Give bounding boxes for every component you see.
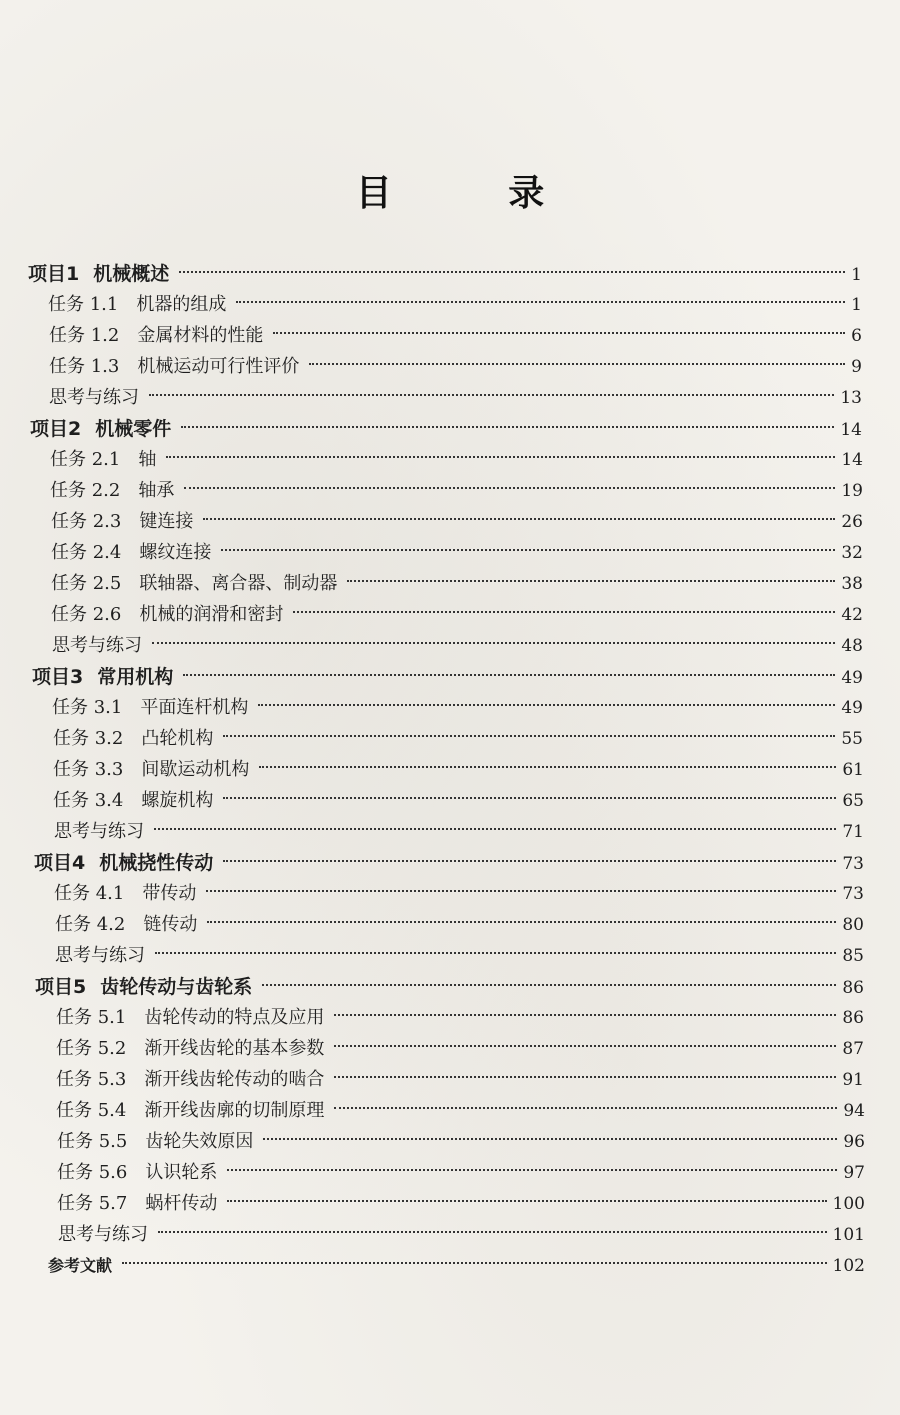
toc-entry-title: 键连接: [139, 511, 194, 532]
toc-entry-number: 任务 1.2: [49, 325, 120, 346]
toc-references-row: [48, 1251, 865, 1281]
toc-project-row: [34, 848, 864, 878]
dot-leader: [263, 1138, 837, 1140]
toc-entry-number: 任务 3.2: [53, 728, 124, 749]
toc-entry-number: 项目1: [28, 263, 80, 285]
dot-leader: [206, 890, 836, 892]
toc-entry-number: 任务 5.4: [56, 1100, 127, 1121]
toc-entry-number: 项目3: [32, 666, 84, 688]
toc-entry-title: 齿轮失效原因: [145, 1131, 254, 1152]
toc-entry-row: [57, 1127, 865, 1157]
toc-entry-row: [51, 569, 863, 599]
toc-page-number: 1: [851, 295, 862, 315]
toc-entry-title: 思考与练习: [54, 821, 144, 842]
toc-entry-title: 带传动: [142, 883, 197, 904]
toc-page-number: 97: [843, 1163, 865, 1183]
toc-entry-row: [53, 786, 864, 816]
toc-entry-number: 任务 5.3: [56, 1069, 127, 1090]
toc-entry-row: [49, 321, 862, 351]
toc-page-number: 86: [842, 978, 864, 998]
toc-entry-row: [54, 879, 864, 909]
toc-entry-label: [49, 321, 263, 351]
toc-entry-row: [57, 1158, 865, 1188]
toc-entry-number: 任务 2.5: [51, 573, 122, 594]
toc-entry-title: 蜗杆传动: [145, 1193, 218, 1214]
dot-leader: [334, 1045, 836, 1047]
toc-page-number: 87: [842, 1039, 864, 1059]
toc-page-number: 65: [842, 791, 864, 811]
dot-leader: [259, 766, 836, 768]
table-of-contents: [0, 259, 900, 1299]
dot-leader: [166, 456, 835, 458]
toc-entry-label: [34, 848, 213, 878]
toc-entry-title: 机械概述: [93, 263, 170, 285]
toc-entry-title: 螺纹连接: [139, 542, 212, 563]
toc-entry-title: 机械零件: [95, 418, 172, 440]
dot-leader: [223, 860, 836, 862]
toc-entry-title: 机械挠性传动: [99, 852, 214, 874]
toc-entry-label: [55, 941, 145, 971]
toc-entry-title: 齿轮传动的特点及应用: [144, 1007, 325, 1028]
dot-leader: [262, 984, 836, 986]
toc-page-number: 48: [841, 636, 863, 656]
toc-entry-row: [53, 724, 863, 754]
toc-entry-label: [56, 1065, 324, 1095]
toc-entry-label: [53, 755, 249, 785]
toc-page-number: 73: [842, 854, 864, 874]
dot-leader: [227, 1200, 826, 1202]
dot-leader: [223, 797, 836, 799]
toc-entry-row: [51, 600, 863, 630]
toc-entry-title: 思考与练习: [55, 945, 145, 966]
toc-project-row: [32, 662, 863, 692]
dot-leader: [221, 549, 835, 551]
dot-leader: [227, 1169, 837, 1171]
toc-page-number: 1: [851, 265, 862, 285]
toc-entry-number: 任务 5.6: [57, 1162, 128, 1183]
toc-entry-row: [54, 817, 864, 847]
toc-entry-title: 思考与练习: [52, 635, 142, 656]
toc-entry-label: [54, 817, 144, 847]
toc-entry-label: [54, 879, 196, 909]
toc-entry-title: 常用机构: [97, 666, 174, 688]
toc-entry-number: 项目5: [35, 976, 87, 998]
toc-entry-number: 任务 3.4: [53, 790, 124, 811]
toc-entry-title: 间歇运动机构: [141, 759, 250, 780]
dot-leader: [347, 580, 835, 582]
toc-entry-label: [51, 507, 193, 537]
toc-entry-label: [56, 1096, 324, 1126]
toc-page-number: 73: [842, 884, 864, 904]
toc-entry-number: 任务 2.4: [51, 542, 122, 563]
toc-entry-title: 轴承: [138, 480, 175, 501]
dot-leader: [152, 642, 835, 644]
toc-entry-label: [53, 724, 213, 754]
toc-entry-label: [55, 910, 197, 940]
toc-page-number: 38: [841, 574, 863, 594]
toc-page-number: 26: [841, 512, 863, 532]
toc-entry-number: 任务 4.2: [55, 914, 126, 935]
toc-entry-label: [56, 1003, 324, 1033]
toc-entry-title: 渐开线齿轮的基本参数: [144, 1038, 325, 1059]
toc-entry-row: [52, 693, 863, 723]
toc-entry-number: 任务 5.2: [56, 1038, 127, 1059]
toc-entry-row: [52, 631, 863, 661]
toc-entry-label: [49, 383, 139, 413]
toc-page-number: 14: [841, 450, 863, 470]
toc-entry-row: [49, 383, 862, 413]
dot-leader: [334, 1014, 836, 1016]
toc-page-number: 100: [832, 1194, 865, 1214]
toc-page-number: 49: [841, 698, 863, 718]
toc-entry-label: [35, 972, 252, 1002]
toc-entry-label: [57, 1127, 253, 1157]
dot-leader: [122, 1262, 827, 1264]
toc-entry-row: [55, 910, 864, 940]
toc-entry-title: 凸轮机构: [141, 728, 214, 749]
toc-page-number: 9: [851, 357, 862, 377]
toc-entry-number: 任务 2.2: [50, 480, 121, 501]
toc-entry-label: [52, 631, 142, 661]
toc-entry-title: 渐开线齿轮传动的啮合: [144, 1069, 325, 1090]
toc-entry-title: 齿轮传动与齿轮系: [100, 976, 253, 998]
toc-project-row: [30, 414, 862, 444]
toc-entry-row: [48, 290, 862, 320]
dot-leader: [207, 921, 836, 923]
toc-entry-number: 任务 5.5: [57, 1131, 128, 1152]
toc-entry-label: [50, 445, 156, 475]
dot-leader: [203, 518, 835, 520]
dot-leader: [184, 487, 835, 489]
toc-entry-row: [50, 445, 863, 475]
toc-project-row: [28, 259, 862, 289]
toc-entry-title: 认识轮系: [145, 1162, 218, 1183]
toc-entry-number: 项目2: [30, 418, 82, 440]
dot-leader: [334, 1076, 836, 1078]
toc-entry-number: 任务 2.3: [51, 511, 122, 532]
dot-leader: [154, 828, 836, 830]
toc-entry-title: 链传动: [143, 914, 198, 935]
toc-entry-number: 任务 2.6: [51, 604, 122, 625]
toc-entry-row: [58, 1220, 865, 1250]
toc-page-number: 86: [842, 1008, 864, 1028]
toc-page-number: 49: [841, 668, 863, 688]
toc-page-number: 102: [832, 1256, 865, 1276]
toc-page-number: 61: [842, 760, 864, 780]
toc-page-number: 32: [841, 543, 863, 563]
toc-entry-number: 任务 3.1: [52, 697, 123, 718]
toc-entry-title: 机械运动可行性评价: [137, 356, 300, 377]
dot-leader: [179, 271, 845, 273]
toc-page-number: 6: [851, 326, 862, 346]
toc-entry-title: 螺旋机构: [141, 790, 214, 811]
toc-entry-label: [28, 259, 169, 289]
toc-entry-title: 轴: [138, 449, 157, 470]
toc-entry-number: 任务 5.7: [57, 1193, 128, 1214]
dot-leader: [309, 363, 845, 365]
toc-entry-title: 渐开线齿廓的切制原理: [144, 1100, 325, 1121]
toc-entry-label: [57, 1189, 217, 1219]
toc-entry-label: [48, 1251, 112, 1281]
toc-entry-row: [49, 352, 862, 382]
dot-leader: [293, 611, 835, 613]
toc-entry-title: 平面连杆机构: [140, 697, 249, 718]
toc-entry-label: [58, 1220, 148, 1250]
dot-leader: [223, 735, 835, 737]
toc-entry-title: 参考文献: [48, 1256, 113, 1275]
toc-entry-number: 任务 2.1: [50, 449, 121, 470]
toc-entry-label: [51, 600, 283, 630]
toc-page-number: 96: [843, 1132, 865, 1152]
toc-page-number: 55: [841, 729, 863, 749]
toc-entry-row: [56, 1065, 864, 1095]
toc-entry-row: [57, 1189, 865, 1219]
toc-entry-row: [51, 507, 863, 537]
toc-entry-row: [50, 476, 863, 506]
toc-page-number: 13: [840, 388, 862, 408]
dot-leader: [181, 426, 834, 428]
toc-entry-number: 任务 3.3: [53, 759, 124, 780]
toc-entry-label: [32, 662, 173, 692]
dot-leader: [155, 952, 836, 954]
toc-page-number: 14: [840, 420, 862, 440]
dot-leader: [149, 394, 834, 396]
toc-entry-row: [56, 1034, 864, 1064]
toc-entry-label: [56, 1034, 324, 1064]
toc-entry-row: [53, 755, 864, 785]
dot-leader: [273, 332, 845, 334]
toc-page-number: 91: [842, 1070, 864, 1090]
dot-leader: [183, 674, 835, 676]
toc-page-number: 94: [843, 1101, 865, 1121]
toc-project-row: [35, 972, 864, 1002]
dot-leader: [158, 1231, 827, 1233]
toc-entry-row: [56, 1003, 864, 1033]
toc-entry-number: 任务 1.3: [49, 356, 120, 377]
toc-entry-row: [51, 538, 863, 568]
toc-entry-number: 项目4: [34, 852, 86, 874]
toc-entry-label: [48, 290, 226, 320]
toc-entry-title: 思考与练习: [49, 387, 139, 408]
page-title: 目 录: [355, 173, 597, 214]
toc-page-number: 80: [842, 915, 864, 935]
dot-leader: [258, 704, 835, 706]
toc-page-number: 42: [841, 605, 863, 625]
toc-entry-row: [55, 941, 864, 971]
toc-entry-title: 思考与练习: [58, 1224, 148, 1245]
toc-entry-label: [57, 1158, 217, 1188]
toc-page-number: 19: [841, 481, 863, 501]
toc-entry-number: 任务 1.1: [48, 294, 119, 315]
toc-entry-label: [49, 352, 299, 382]
toc-entry-label: [51, 538, 211, 568]
toc-entry-title: 联轴器、离合器、制动器: [139, 573, 338, 594]
toc-entry-title: 机器的组成: [136, 294, 227, 315]
toc-entry-label: [30, 414, 171, 444]
toc-entry-number: 任务 4.1: [54, 883, 125, 904]
toc-entry-number: 任务 5.1: [56, 1007, 127, 1028]
dot-leader: [334, 1107, 837, 1109]
toc-page-number: 101: [832, 1225, 865, 1245]
toc-entry-title: 机械的润滑和密封: [139, 604, 284, 625]
toc-entry-label: [52, 693, 248, 723]
toc-entry-label: [53, 786, 213, 816]
toc-entry-label: [51, 569, 337, 599]
toc-page-number: 71: [842, 822, 864, 842]
toc-entry-row: [56, 1096, 865, 1126]
toc-entry-label: [50, 476, 174, 506]
toc-entry-title: 金属材料的性能: [137, 325, 264, 346]
dot-leader: [236, 301, 845, 303]
toc-page-number: 85: [842, 946, 864, 966]
